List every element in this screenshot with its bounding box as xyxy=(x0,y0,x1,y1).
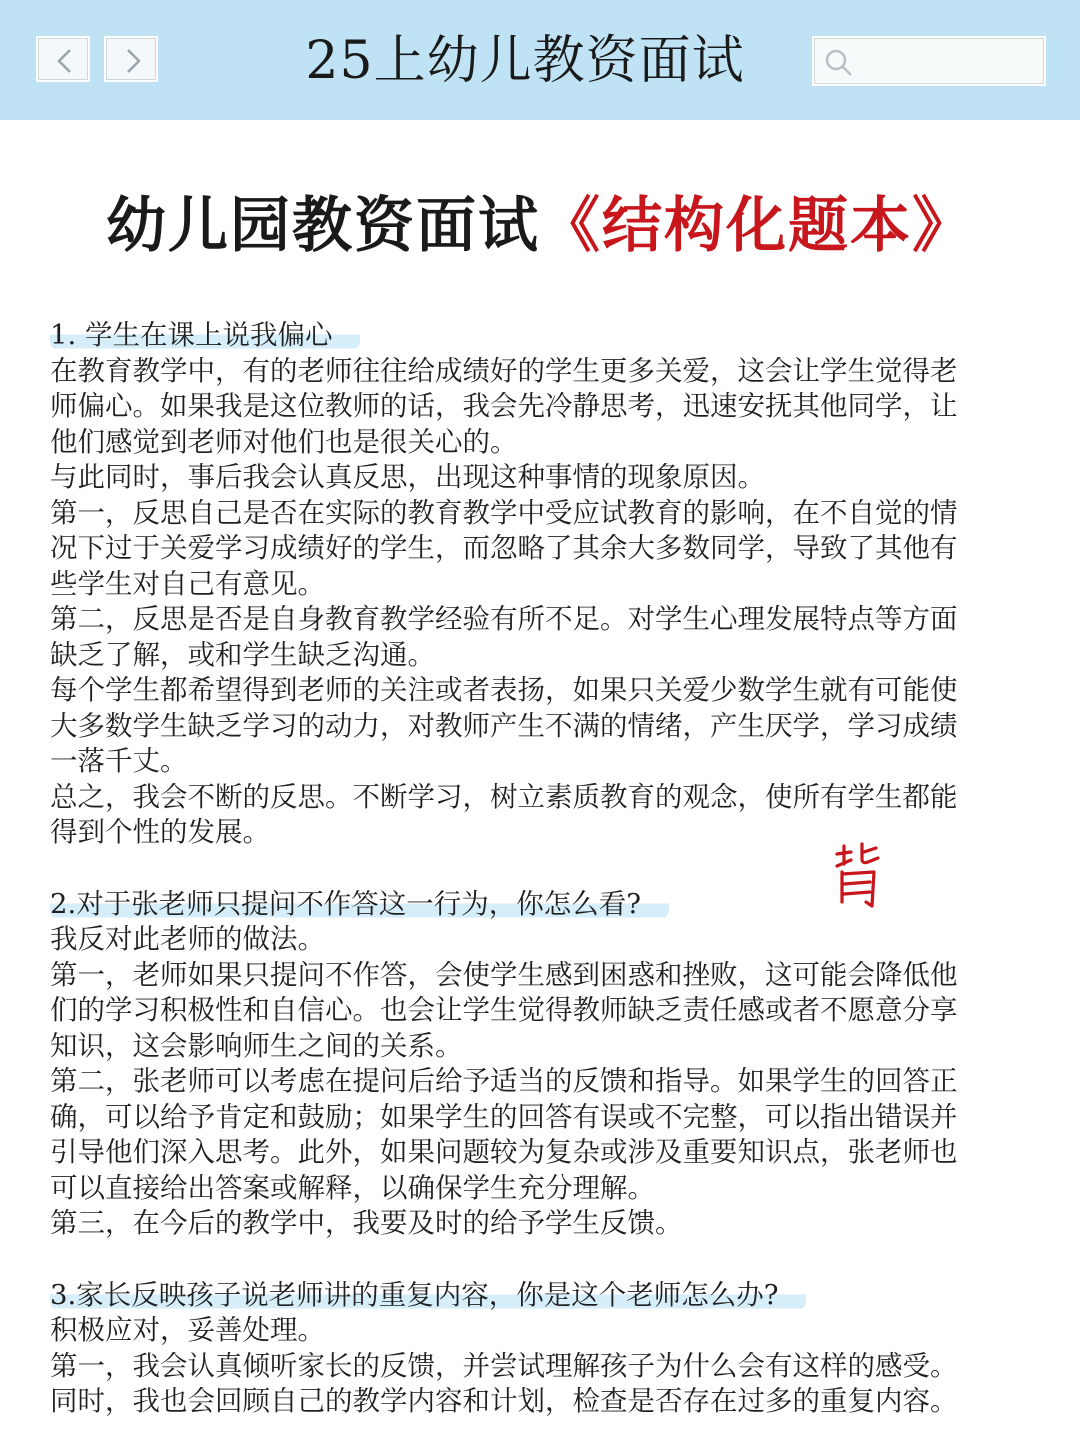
answer-line: 第二，反思是否是自身教育教学经验有所不足。对学生心理发展特点等方面 xyxy=(50,603,958,635)
answer-line: 每个学生都希望得到老师的关注或者表扬，如果只关爱少数学生就有可能使 xyxy=(50,674,958,706)
answer-line: 们的学习积极性和自信心。也会让学生觉得教师缺乏责任感或者不愿意分享 xyxy=(50,994,958,1026)
question-text: 1. 学生在课上说我偏心 xyxy=(50,319,360,351)
section-gap xyxy=(50,1242,1030,1278)
answer-line: 在教育教学中，有的老师往往给成绩好的学生更多关爱，这会让学生觉得老 xyxy=(50,354,958,387)
search-icon xyxy=(824,48,854,78)
answer-line: 我反对此老师的做法。 xyxy=(50,923,325,955)
answer-line: 第二，张老师可以考虑在提问后给予适当的反馈和指导。如果学生的回答正 xyxy=(50,1065,958,1097)
answer-line: 况下过于关爱学习成绩好的学生，而忽略了其余大多数同学，导致了其他有 xyxy=(50,532,958,564)
question-heading xyxy=(50,887,1030,923)
answer-line: 缺乏了解，或和学生缺乏沟通。 xyxy=(50,638,435,671)
section-gap xyxy=(50,851,1030,887)
answer-line: 大多数学生缺乏学习的动力，对教师产生不满的情绪，产生厌学，学习成绩 xyxy=(50,709,958,742)
answer-line: 引导他们深入思考。此外，如果问题较为复杂或涉及重要知识点，张老师也 xyxy=(50,1136,958,1168)
answer-line: 总之，我会不断的反思。不断学习，树立素质教育的观念，使所有学生都能 xyxy=(50,780,958,813)
answer-line: 些学生对自己有意见。 xyxy=(50,567,325,600)
answer-line: 与此同时，事后我会认真反思，出现这种事情的现象原因。 xyxy=(50,461,765,493)
answer-line: 他们感觉到老师对他们也是很关心的。 xyxy=(50,425,518,458)
chevron-right-icon xyxy=(122,48,144,74)
page-title: 25上幼儿教资面试 xyxy=(305,31,745,91)
answer-line: 第三，在今后的教学中，我要及时的给予学生反馈。 xyxy=(50,1207,683,1239)
answer-line: 第一，老师如果只提问不作答，会使学生感到困惑和挫败，这可能会降低他 xyxy=(50,958,958,991)
question-heading xyxy=(50,1278,1030,1314)
answer-line: 同时，我也会回顾自己的教学内容和计划，检查是否存在过多的重复内容。 xyxy=(50,1385,958,1417)
document-body xyxy=(50,318,1030,1420)
question-text: 2.对于张老师只提问不作答这一行为，你怎么看? xyxy=(50,888,669,920)
answer-line: 师偏心。如果我是这位教师的话，我会先冷静思考，迅速安抚其他同学，让 xyxy=(50,390,958,422)
answer-line: 第一，反思自己是否在实际的教育教学中受应试教育的影响，在不自觉的情 xyxy=(50,496,958,529)
answer-line: 确，可以给予肯定和鼓励；如果学生的回答有误或不完整，可以指出错误并 xyxy=(50,1100,958,1133)
answer-line: 得到个性的发展。 xyxy=(50,816,270,848)
answer-line: 一落千丈。 xyxy=(50,745,188,777)
answer-line: 可以直接给出答案或解释，以确保学生充分理解。 xyxy=(50,1171,655,1204)
search-input[interactable] xyxy=(812,36,1046,86)
top-bar xyxy=(0,0,1080,120)
heading-main: 幼儿园教资面试 xyxy=(106,191,540,261)
answer-line: 知识，这会影响师生之间的关系。 xyxy=(50,1029,463,1062)
answer-line: 积极应对，妥善处理。 xyxy=(50,1314,325,1346)
chevron-left-icon xyxy=(54,48,76,74)
question-heading xyxy=(50,318,1030,354)
answer-line: 第一，我会认真倾听家长的反馈，并尝试理解孩子为什么会有这样的感受。 xyxy=(50,1349,958,1382)
question-text: 3.家长反映孩子说老师讲的重复内容，你是这个老师怎么办? xyxy=(50,1279,806,1311)
heading-accent: 《结构化题本》 xyxy=(540,191,974,261)
forward-button[interactable] xyxy=(104,36,158,82)
back-button[interactable] xyxy=(36,36,90,82)
document-heading xyxy=(0,188,1080,264)
